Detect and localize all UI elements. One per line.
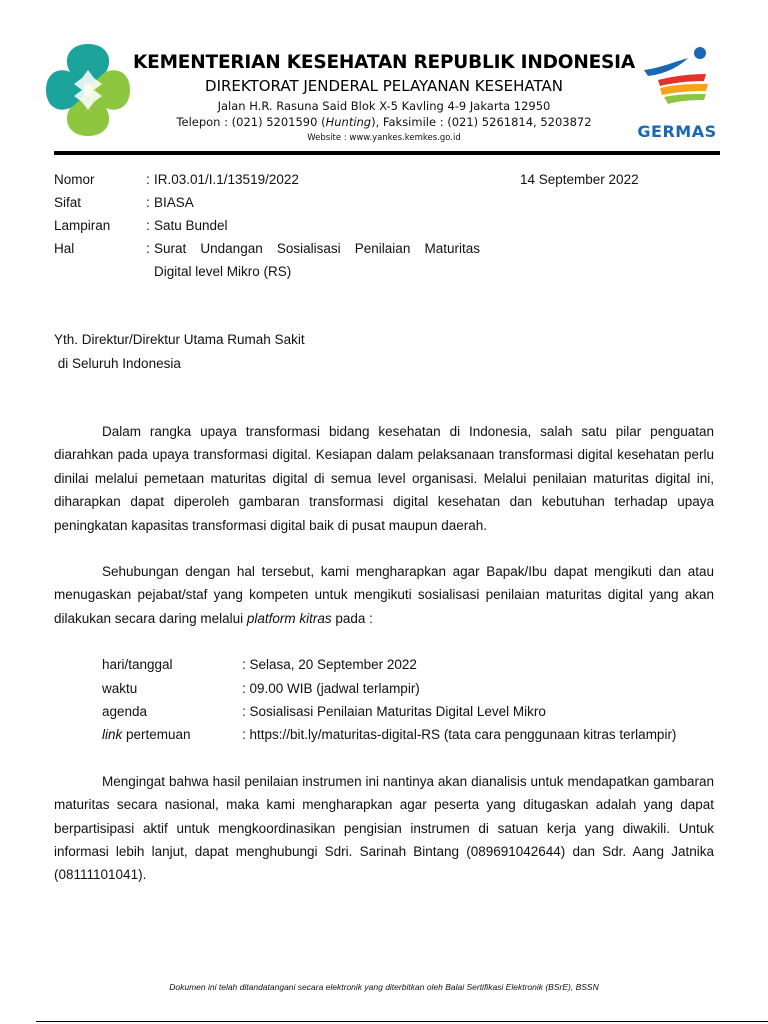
hal-value-line2: Digital level Mikro (RS) bbox=[154, 264, 292, 279]
paragraph-1: Dalam rangka upaya transformasi bidang kesehatan di Indonesia, salah satu pilar penguatan diarahkan pada upaya transformasi digital. Kesiapan dalam pelaksanaan transformasi digital kesehatan perlu dinilai melalui pemetaan maturitas digital di semua level organisasi. Melalui penilaian maturitas digital ini, diharapkan dapat diperoleh gambaran transformasi digital kesehatan dan kebutuhan terhadap upaya peningkatan kapasitas transformasi digital baik di pusat maupun daerah. bbox=[54, 424, 714, 533]
letterhead-rule bbox=[54, 151, 720, 155]
hal-label: Hal bbox=[54, 241, 75, 256]
nomor-label: Nomor bbox=[54, 172, 95, 187]
schedule-row bbox=[102, 653, 714, 676]
colon: : bbox=[146, 195, 150, 210]
meta-row-sifat bbox=[54, 191, 714, 214]
paragraph-3: Mengingat bahwa hasil penilaian instrumen ini nantinya akan dianalisis untuk mendapatkan gambaran maturitas secara nasional, maka kami mengharapkan agar peserta yang ditugaskan adalah yang dapat berpartisipasi aktif untuk mengkoordinasikan pengisian instrumen di satuan kerja yang diwakili. Untuk informasi lebih lanjut, dapat menghubungi Sdri. Sarinah Bintang (089691042644) dan Sdr. Aang Jatnika (08111101041). bbox=[54, 773, 714, 883]
hal-value-line1: Surat Undangan Sosialisasi Penilaian Maturitas bbox=[154, 241, 480, 256]
bottom-line bbox=[36, 1021, 768, 1022]
lampiran-value: Satu Bundel bbox=[154, 218, 228, 233]
lampiran-label: Lampiran bbox=[54, 218, 111, 233]
schedule bbox=[102, 653, 714, 747]
schedule-label bbox=[102, 723, 191, 746]
website: Website : www.yankes.kemkes.go.id bbox=[307, 133, 461, 143]
phone-fax bbox=[120, 114, 648, 130]
link-italic: link bbox=[102, 727, 123, 743]
link-label-rest: pertemuan bbox=[122, 727, 191, 743]
colon: : bbox=[146, 172, 150, 187]
meta-row-lampiran bbox=[54, 214, 714, 237]
recipient-line1: Yth. Direktur/Direktur Utama Rumah Sakit bbox=[54, 332, 305, 347]
schedule-row bbox=[102, 677, 714, 700]
paragraph-2-end: pada : bbox=[331, 610, 373, 626]
schedule-value: : Selasa, 20 September 2022 bbox=[242, 657, 417, 673]
sifat-value: BIASA bbox=[154, 195, 194, 210]
schedule-row bbox=[102, 700, 714, 723]
letter-body bbox=[54, 420, 714, 887]
meeting-link[interactable]: : https://bit.ly/maturitas-digital-RS (tata cara penggunaan kitras terlampir) bbox=[242, 727, 677, 743]
kemenkes-logo-icon bbox=[44, 40, 132, 140]
germas-label: GERMAS bbox=[637, 122, 717, 141]
platform-kitras: platform kitras bbox=[246, 610, 332, 626]
recipient bbox=[54, 328, 305, 376]
phone-prefix: Telepon : (021) 5201590 ( bbox=[176, 115, 326, 129]
schedule-label: waktu bbox=[102, 680, 138, 696]
germas-logo-icon bbox=[640, 44, 716, 108]
directorate-name: DIREKTORAT JENDERAL PELAYANAN KESEHATAN bbox=[205, 77, 563, 95]
meta-row-nomor bbox=[54, 168, 714, 191]
paragraph-2 bbox=[54, 560, 714, 630]
schedule-label: hari/tanggal bbox=[102, 657, 173, 673]
sifat-label: Sifat bbox=[54, 195, 82, 210]
colon: : bbox=[146, 241, 150, 256]
meta-row-hal bbox=[54, 237, 714, 260]
recipient-line2: di Seluruh Indonesia bbox=[54, 356, 181, 371]
e-signature-footer: Dokumen ini telah ditandatangani secara elektronik yang diterbitkan oleh Balai Sertifikasi Elektronik (BSrE), BSSN bbox=[169, 982, 599, 992]
letter-meta bbox=[54, 168, 714, 283]
schedule-row bbox=[102, 723, 714, 746]
address: Jalan H.R. Rasuna Said Blok X-5 Kavling 4-9 Jakarta 12950 bbox=[217, 99, 551, 113]
schedule-value: : Sosialisasi Penilaian Maturitas Digital Level Mikro bbox=[242, 704, 546, 720]
phone-hunting: Hunting bbox=[325, 115, 372, 129]
schedule-label: agenda bbox=[102, 704, 148, 720]
letterhead-text bbox=[120, 51, 648, 144]
paragraph-2-start: Sehubungan dengan hal tersebut, kami mengharapkan agar Bapak/Ibu dapat mengikuti dan atau menugaskan pejabat/staf yang kompeten untuk mengikuti sosialisasi penilaian maturitas digital yang akan dilakukan secara daring melalui bbox=[54, 564, 714, 626]
schedule-value: : 09.00 WIB (jadwal terlampir) bbox=[242, 680, 420, 696]
ministry-name: KEMENTERIAN KESEHATAN REPUBLIK INDONESIA bbox=[133, 52, 635, 73]
nomor-value: IR.03.01/I.1/13519/2022 bbox=[154, 172, 299, 187]
phone-suffix: ), Faksimile : (021) 5261814, 5203872 bbox=[371, 115, 592, 129]
letterhead bbox=[0, 0, 768, 160]
letter-date: 14 September 2022 bbox=[520, 172, 639, 187]
meta-row-hal-cont bbox=[54, 260, 714, 283]
colon: : bbox=[146, 218, 150, 233]
